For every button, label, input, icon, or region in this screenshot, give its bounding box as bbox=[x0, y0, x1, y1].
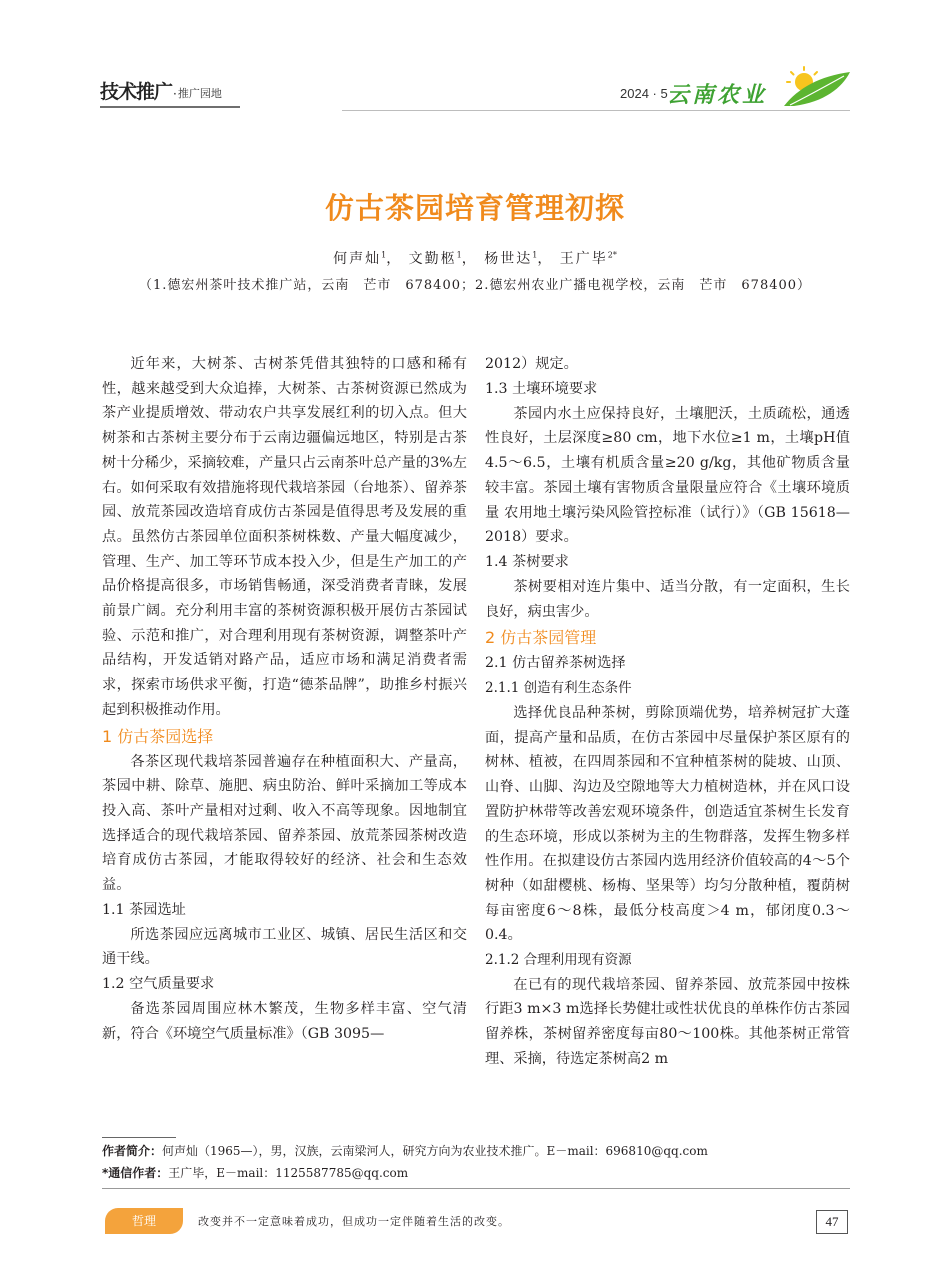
corresponding-author-footnote bbox=[102, 1164, 408, 1182]
page-number: 47 bbox=[816, 1210, 848, 1234]
author-separator: ， bbox=[537, 251, 554, 267]
header-rule bbox=[342, 110, 850, 111]
right-column bbox=[485, 352, 850, 1072]
author-name: 杨世达 bbox=[484, 251, 533, 267]
author-affil-mark: 1 bbox=[381, 250, 387, 260]
author-name: 何声灿 bbox=[333, 251, 382, 267]
subsection-heading-1-2: 1.2 空气质量要求 bbox=[102, 976, 215, 993]
corresponding-author-label: *通信作者： bbox=[102, 1166, 169, 1180]
author-separator: ， bbox=[461, 251, 478, 267]
section-brand-dot: · bbox=[173, 87, 177, 101]
subsection-heading-1-4: 1.4 茶树要求 bbox=[485, 553, 569, 570]
continued-paragraph: 2012）规定。 bbox=[485, 356, 578, 372]
corresponding-author-text: 王广毕，E－mail：1125587785@qq.com bbox=[168, 1166, 409, 1180]
author-affil-mark: 1 bbox=[532, 250, 538, 260]
section-brand bbox=[100, 80, 222, 104]
magazine-title: 云南农业 bbox=[667, 82, 768, 108]
section-brand-sub: 推广园地 bbox=[177, 87, 222, 100]
footer-rule bbox=[102, 1188, 850, 1189]
footer-quote: 改变并不一定意味着成功，但成功一定伴随着生活的改变。 bbox=[198, 1215, 510, 1228]
author-name: 文勤柩 bbox=[408, 251, 457, 267]
author-affil-mark: 1 bbox=[456, 250, 462, 260]
author-affiliations: （1.德宏州茶叶技术推广站，云南 芒市 678400；2.德宏州农业广播电视学校，云南 芒市 678400） bbox=[138, 278, 812, 293]
section-heading-1: 1 仿古茶园选择 bbox=[102, 726, 214, 746]
section-1-paragraph: 各茶区现代栽培茶园普遍存在种植面积大、产量高，茶园中耕、除草、施肥、病虫防治、鲜叶采摘加工等成本投入高、茶叶产量相对过剩、收入不高等现象。因地制宜选择适合的现代栽培茶园、留养茶园、放荒茶园茶树改造培育成仿古茶园，才能取得较好的经济、社会和生态效益。 bbox=[102, 753, 467, 894]
author-affil-mark: 2* bbox=[607, 250, 617, 260]
subsection-heading-2-1: 2.1 仿古留养茶树选择 bbox=[485, 655, 626, 672]
subsection-1-1-paragraph: 所选茶园应远离城市工业区、城镇、居民生活区和交通干线。 bbox=[102, 926, 467, 968]
author-name: 王广毕 bbox=[559, 251, 608, 267]
subsection-1-3-paragraph: 茶园内水土应保持良好，土壤肥沃，土质疏松，通透性良好，土层深度≥80 cm，地下水位≥1 m，土壤pH值4.5～6.5，土壤有机质含量≥20 g/kg，其他矿物质含量较丰富。茶园土壤有害物质含量限量应符合《土壤环境质量 农用地土壤污染风险管控标准（试行）》（GB 15618—2018）要求。 bbox=[485, 405, 850, 546]
intro-paragraph: 近年来，大树茶、古树茶凭借其独特的口感和稀有性，越来越受到大众追捧，大树茶、古茶树资源已然成为茶产业提质增效、带动农户共享发展红利的切入点。但大树茶和古茶树主要分布于云南边疆偏远地区，特别是古茶树十分稀少，采摘较难，产量只占云南茶叶总产量的3%左右。如何采取有效措施将现代栽培茶园（台地茶）、留养茶园、放荒茶园改造培育成仿古茶园是值得思考及发展的重点。虽然仿古茶园单位面积茶树株数、产量大幅度减少，管理、生产、加工等环节成本投入少，但是生产加工的产品价格提高很多，市场销售畅通，深受消费者青睐，发展前景广阔。充分利用丰富的茶树资源积极开展仿古茶园试验、示范和推广，对合理利用现有茶树资源，调整茶叶产品结构，开发适销对路产品，适应市场和满足消费者需求，探索市场供求平衡，打造“德茶品牌”，助推乡村振兴起到积极推动作用。 bbox=[102, 356, 467, 718]
left-column bbox=[102, 352, 467, 1047]
article-title: 仿古茶园培育管理初探 bbox=[324, 191, 625, 225]
subsection-1-2-paragraph: 备选茶园周围应林木繁茂，生物多样丰富、空气清新，符合《环境空气质量标准》（GB 3095— bbox=[102, 1001, 467, 1042]
subsection-heading-1-3: 1.3 土壤环境要求 bbox=[485, 380, 598, 397]
subsection-heading-1-1: 1.1 茶园选址 bbox=[102, 901, 186, 918]
sun-leaf-logo-icon bbox=[780, 66, 852, 108]
subsubsection-2-1-1-paragraph: 选择优良品种茶树，剪除顶端优势，培养树冠扩大蓬面，提高产量和品质，在仿古茶园中尽量保护茶区原有的树林、植被，在四周茶园和不宜种植茶树的陡坡、山顶、山脊、山脚、沟边及空隙地等大力植树造林，并在风口设置防护林带等改善宏观环境条件，创造适宜茶树生长发育的生态环境，形成以茶树为主的生物群落，发挥生物多样性作用。在拟建设仿古茶园内选用经济价值较高的4～5个树种（如甜樱桃、杨梅、坚果等）均匀分散种植，覆荫树每亩密度6～8株，最低分枝高度＞4 m，郁闭度0.3～0.4。 bbox=[485, 705, 850, 944]
subsubsection-heading-2-1-2: 2.1.2 合理利用现有资源 bbox=[485, 952, 632, 969]
author-bio-footnote bbox=[102, 1142, 708, 1160]
author-separator: ， bbox=[386, 251, 403, 267]
author-list bbox=[0, 248, 950, 268]
leaf-icon bbox=[784, 72, 850, 106]
subsubsection-heading-2-1-1: 2.1.1 创造有利生态条件 bbox=[485, 680, 632, 697]
brand-underline bbox=[100, 106, 240, 108]
subsubsection-2-1-2-paragraph: 在已有的现代栽培茶园、留养茶园、放荒茶园中按株行距3 m×3 m选择长势健壮或性状优良的单株作仿古茶园留养株，茶树留养密度每亩80～100株。其他茶树正常管理、采摘，待选定茶树高2 m bbox=[485, 976, 850, 1067]
section-heading-2: 2 仿古茶园管理 bbox=[485, 628, 597, 648]
philosophy-badge: 哲理 bbox=[105, 1208, 183, 1234]
page-header bbox=[100, 66, 850, 112]
subsection-1-4-paragraph: 茶树要相对连片集中、适当分散，有一定面积，生长良好，病虫害少。 bbox=[485, 578, 850, 620]
author-bio-text: 何声灿（1965—），男，汉族，云南梁河人，研究方向为农业技术推广。E－mail：696810@qq.com bbox=[162, 1144, 708, 1158]
footnote-rule bbox=[102, 1137, 176, 1138]
author-bio-label: 作者简介： bbox=[102, 1144, 163, 1158]
issue-number: 2024 · 5 bbox=[620, 86, 668, 101]
section-brand-main: 技术推广 bbox=[100, 81, 173, 103]
